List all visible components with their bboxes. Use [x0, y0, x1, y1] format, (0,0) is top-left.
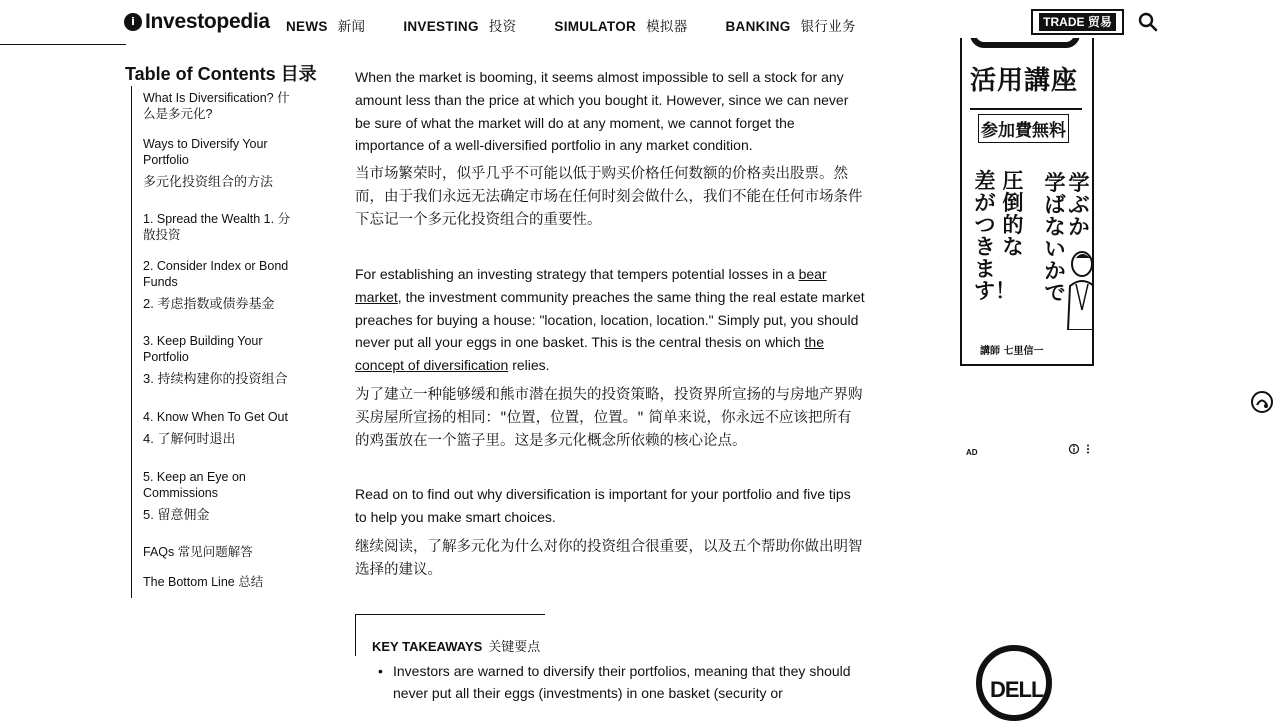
floating-widget-icon[interactable]	[1250, 390, 1274, 414]
toc-item-ways-to-diversify[interactable]: Ways to Diversify Your Portfolio 多元化投资组合的方法	[143, 137, 274, 189]
bear-market-link[interactable]: bear market	[355, 266, 827, 305]
toc-item-know-when-to-get-out[interactable]: 4. Know When To Get Out 4. 了解何时退出	[143, 410, 288, 446]
ad-vertical-text-4: 差がつきます！	[974, 169, 1016, 303]
key-takeaways-list	[378, 660, 858, 704]
nav-simulator[interactable]: SIMULATOR 模拟器	[554, 19, 688, 34]
toc-title: Table of Contents 目录	[125, 64, 317, 84]
paragraph-3-cn: 继续阅读，了解多元化为什么对你的投资组合很重要，以及五个帮助你做出明智选择的建议。	[355, 539, 863, 578]
nav-news[interactable]: NEWS 新闻	[286, 19, 366, 34]
logo-mark-icon: i	[124, 13, 142, 31]
dell-logo[interactable]	[976, 645, 1052, 721]
ad-credit: 講師 七里信一	[980, 346, 1044, 357]
ad-label: AD	[966, 448, 978, 457]
paragraph-3-en: Read on to find out why diversification is important for your portfolio and five tips to help you make smart choices.	[355, 486, 851, 525]
ad-divider	[970, 108, 1082, 110]
concept-of-diversification-link[interactable]: the concept of diversification	[355, 334, 825, 374]
table-of-contents	[131, 86, 302, 598]
toc-item-bottom-line[interactable]: The Bottom Line 总结	[143, 575, 264, 589]
key-takeaways-rule	[355, 614, 545, 615]
ad-vertical-text-1: 学ぶか	[1068, 171, 1090, 239]
paragraph-2-en: For establishing an investing strategy that tempers potential losses in a bear market, the investment community preaches the same thing the real estate market preaches for buying a house: "location, location, location." Simply put, you should never put all your eggs in one basket. This is the central thesis on which the concept of diversification relies.	[355, 266, 865, 374]
header-divider	[0, 44, 126, 45]
ad-subheadline: 参加費無料	[978, 114, 1069, 143]
nav-investing[interactable]: INVESTING 投资	[403, 19, 517, 34]
key-takeaways-title: KEY TAKEAWAYS 关键要点	[372, 639, 541, 654]
ad-decorative-shape	[970, 38, 1080, 48]
ad-info-icon[interactable]	[1068, 443, 1092, 455]
main-nav	[286, 15, 894, 35]
search-icon[interactable]	[1138, 12, 1158, 32]
ad-person-illustration	[1062, 250, 1094, 330]
toc-item-faqs[interactable]: FAQs 常见问题解答	[143, 545, 253, 559]
paragraph-1-en: When the market is booming, it seems almost impossible to sell a stock for any amount less than the price at which you bought it. However, since we can never be sure of what the market will do at any moment, we cannot forget the importance of a well-diversified portfolio in any market condition.	[355, 69, 849, 154]
toc-item-what-is-diversification[interactable]: What Is Diversification? 什么是多元化?	[143, 91, 290, 121]
advertisement-banner[interactable]	[960, 38, 1094, 366]
toc-item-keep-building[interactable]: 3. Keep Building Your Portfolio 3. 持续构建你的投资组合	[143, 334, 288, 386]
dell-logo-text: DELL	[990, 677, 1044, 702]
trade-button-label: TRADE 贸易	[1039, 13, 1116, 31]
ad-headline: 活用講座	[970, 66, 1079, 96]
key-takeaway-item: • Investors are warned to diversify their portfolios, meaning that they should never put all their eggs (investments) in one basket (security or	[378, 660, 858, 704]
toc-item-index-or-bond-funds[interactable]: 2. Consider Index or Bond Funds 2. 考虑指数或债券基金	[143, 259, 289, 311]
toc-item-commissions[interactable]: 5. Keep an Eye on Commissions 5. 留意佣金	[143, 470, 246, 522]
paragraph-1-cn: 当市场繁荣时，似乎几乎不可能以低于购买价格任何数额的价格卖出股票。然而，由于我们永远无法确定市场在任何时刻会做什么，我们不能在任何市场条件下忘记一个多元化投资组合的重要性。	[355, 166, 863, 228]
ad-vertical-text-2: 学ばないかで	[1044, 171, 1066, 305]
toc-item-spread-the-wealth[interactable]: 1. Spread the Wealth 1. 分散投资	[143, 212, 291, 242]
nav-banking[interactable]: BANKING 银行业务	[725, 19, 856, 34]
logo-text: Investopedia	[145, 10, 270, 33]
trade-button[interactable]	[1031, 9, 1124, 35]
paragraph-2-cn: 为了建立一种能够缓和熊市潜在损失的投资策略，投资界所宣扬的与房地产界购买房屋所宣扬的相同："位置，位置，位置。" 简单来说，你永远不应该把所有的鸡蛋放在一个篮子里。这是多元化概念所依赖的核心论点。	[355, 387, 863, 449]
key-takeaways-border	[355, 614, 356, 656]
investopedia-logo[interactable]	[124, 10, 270, 34]
ad-vertical-text-3: 圧倒的な	[1002, 169, 1024, 259]
